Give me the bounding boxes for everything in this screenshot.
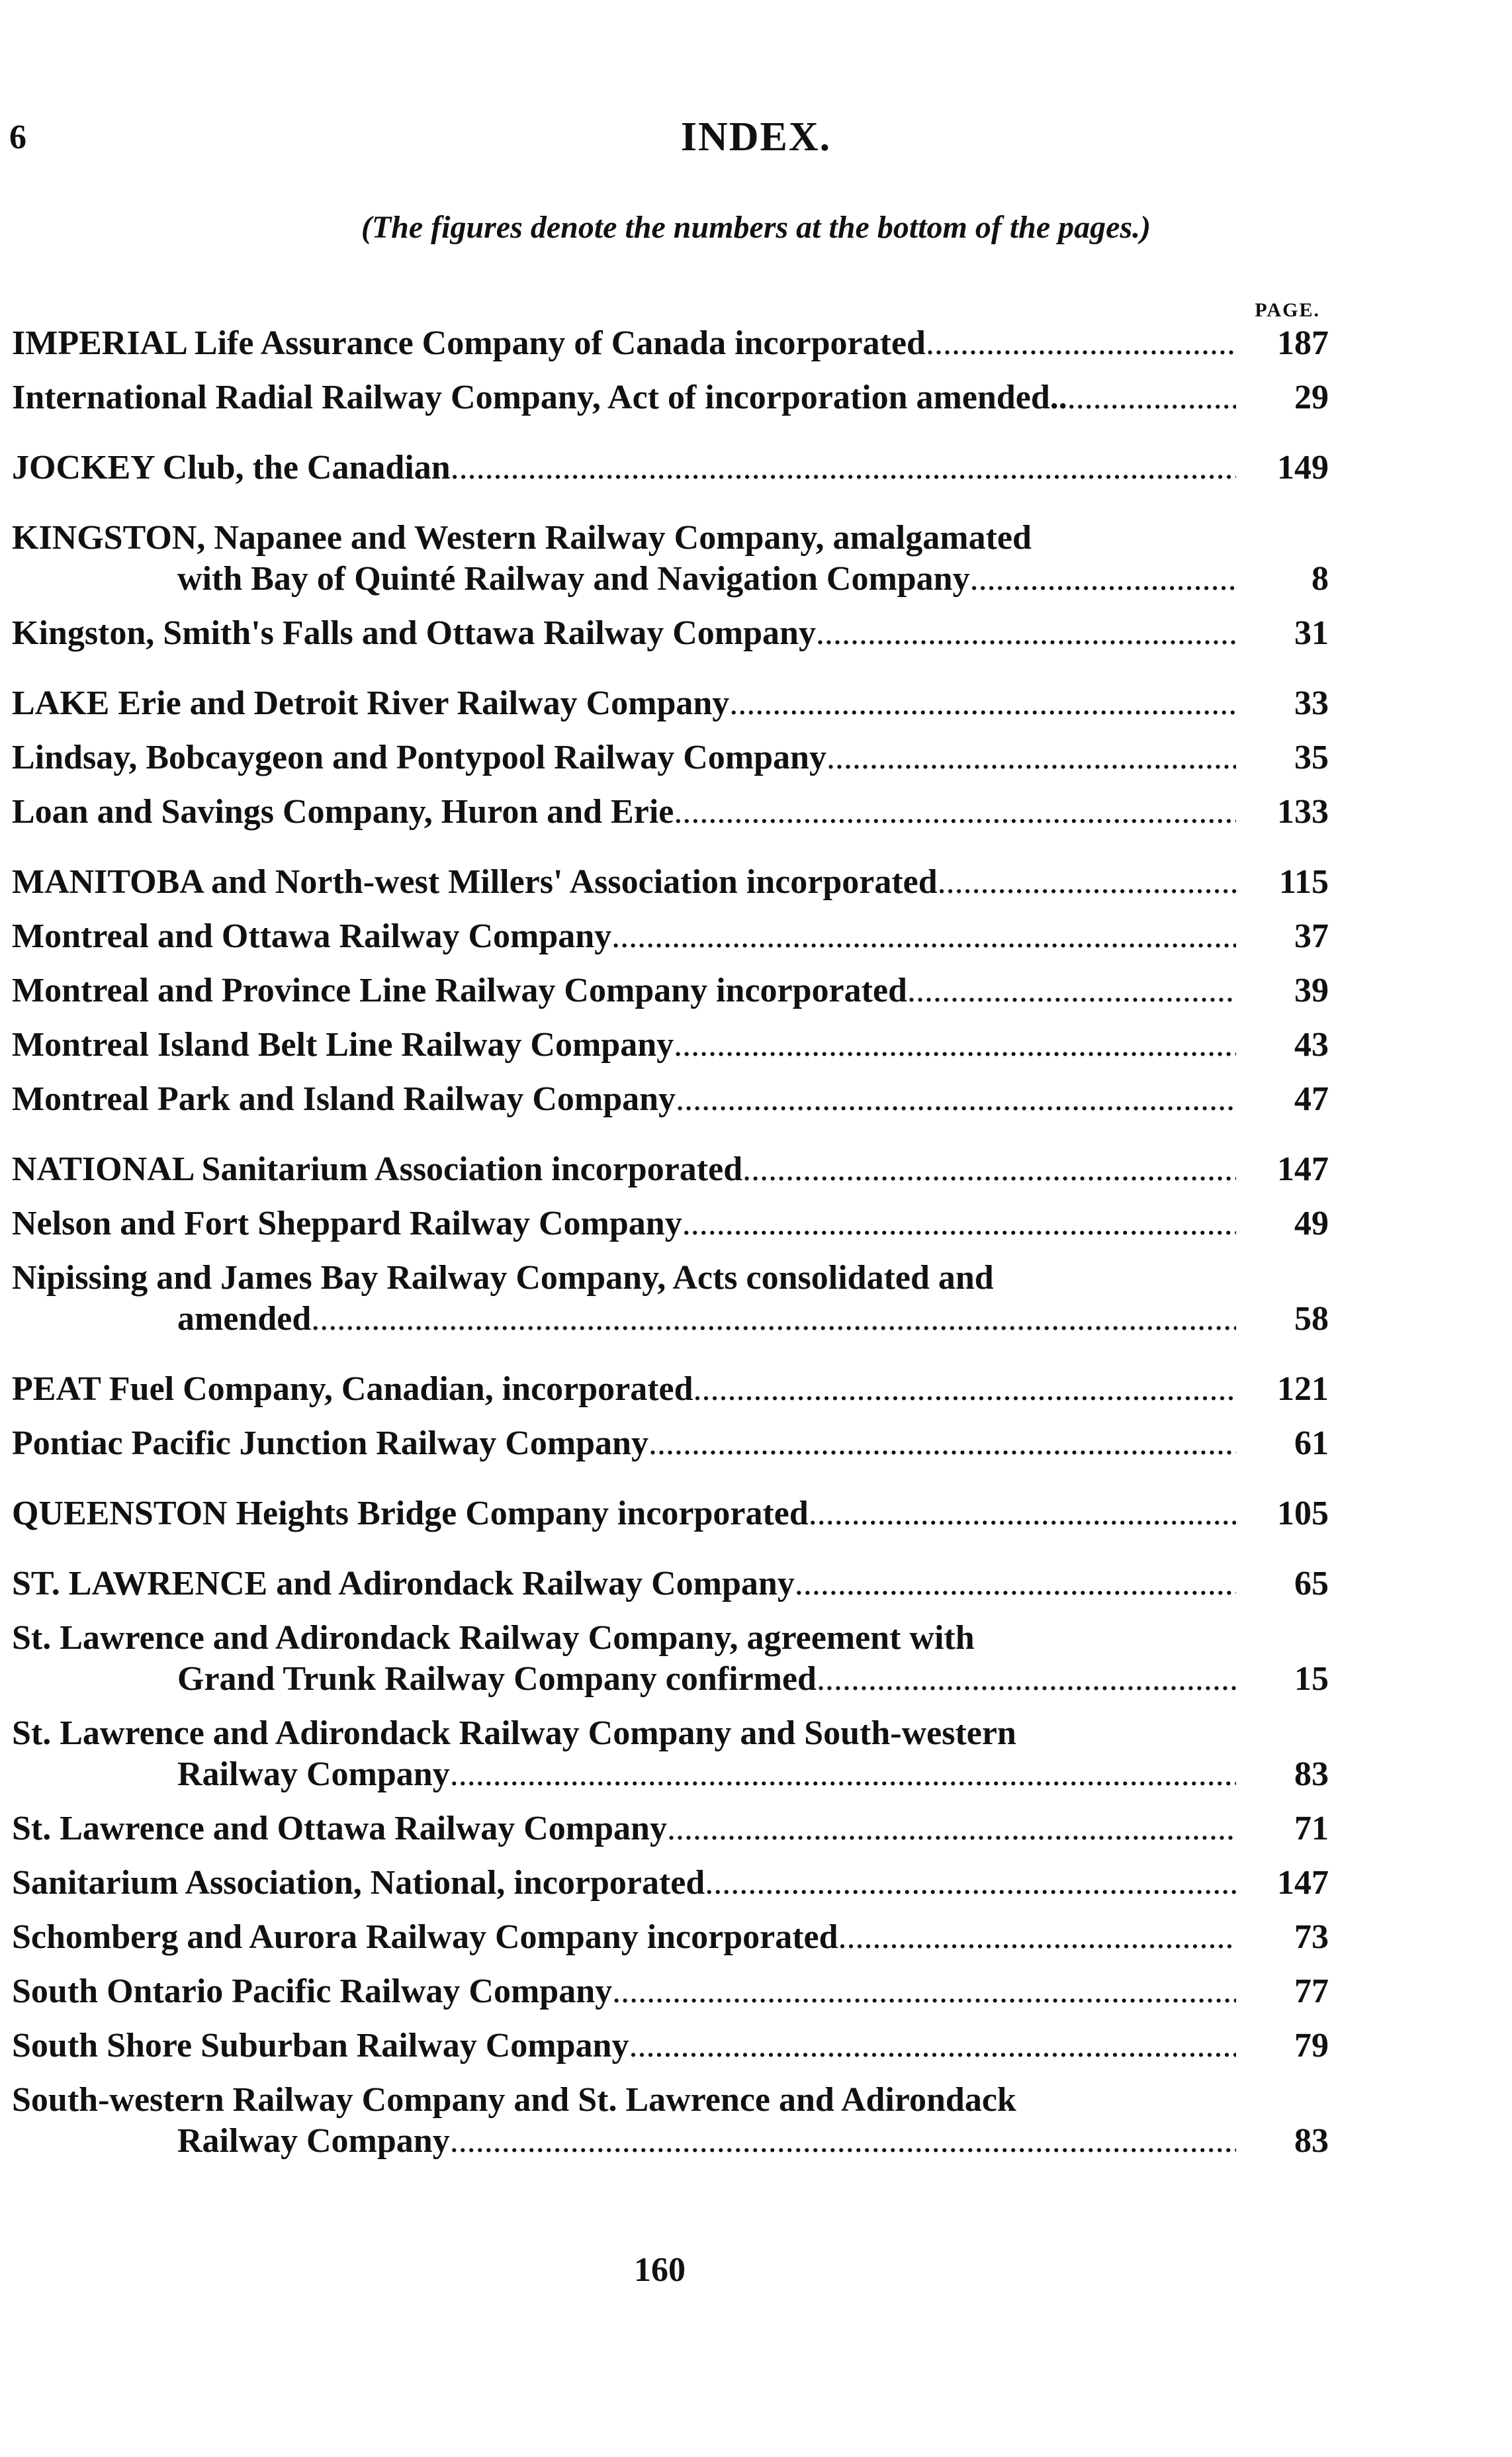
entry-page-number: 35 bbox=[1294, 739, 1329, 776]
entry-line: Montreal and Ottawa Railway Company ..... bbox=[12, 916, 1236, 957]
entry-line: ST. LAWRENCE and Adirondack Railway Company ..... bbox=[12, 1563, 1236, 1604]
entry-line: St. Lawrence and Adirondack Railway Company and South-western bbox=[12, 1714, 1016, 1752]
index-entry bbox=[12, 1971, 1329, 2012]
entry-line: St. Lawrence and Adirondack Railway Company, agreement with bbox=[12, 1619, 975, 1657]
entry-line: JOCKEY Club, the Canadian ..... bbox=[12, 447, 1236, 488]
entry-page-number: 73 bbox=[1294, 1918, 1329, 1956]
index-entry bbox=[12, 970, 1329, 1011]
entry-text bbox=[12, 1808, 1236, 1849]
entry-page-number: 15 bbox=[1294, 1660, 1329, 1698]
entry-line-continued: Railway Company ..... bbox=[12, 2121, 1236, 2162]
footer-page-number: 160 bbox=[634, 2251, 686, 2289]
entry-page-number: 58 bbox=[1294, 1300, 1329, 1338]
entry-page-number: 49 bbox=[1294, 1205, 1329, 1242]
entry-text bbox=[12, 1917, 1236, 1958]
entry-text bbox=[12, 683, 1236, 724]
entry-text bbox=[12, 323, 1236, 364]
entry-page-number: 147 bbox=[1277, 1150, 1329, 1188]
entry-page-number: 83 bbox=[1294, 1755, 1329, 1793]
entry-text bbox=[12, 2025, 1236, 2066]
entry-line: Montreal Park and Island Railway Company ..... bbox=[12, 1079, 1236, 1120]
entry-line: South Shore Suburban Railway Company ..... bbox=[12, 2025, 1236, 2066]
entry-text bbox=[12, 1258, 1236, 1340]
entry-text bbox=[12, 1149, 1236, 1190]
index-entry bbox=[12, 1713, 1329, 1795]
entry-text bbox=[12, 377, 1236, 418]
index-entry bbox=[12, 737, 1329, 778]
index-entry bbox=[12, 1808, 1329, 1849]
entry-page-number: 133 bbox=[1277, 793, 1329, 831]
index-entry bbox=[12, 1863, 1329, 1904]
index-entry bbox=[12, 1563, 1329, 1604]
entry-line: Montreal Island Belt Line Railway Company ..... bbox=[12, 1025, 1236, 1066]
index-entry bbox=[12, 518, 1329, 600]
entry-line: KINGSTON, Napanee and Western Railway Company, amalgamated bbox=[12, 519, 1032, 557]
entry-text bbox=[12, 1493, 1236, 1534]
entry-text bbox=[12, 1563, 1236, 1604]
entry-line-continued: Grand Trunk Railway Company confirmed ..... bbox=[12, 1659, 1236, 1700]
index-entry bbox=[12, 2080, 1329, 2162]
index-note: (The figures denote the numbers at the bottom of the pages.) bbox=[361, 210, 1151, 245]
entry-text bbox=[12, 1713, 1236, 1795]
entry-text bbox=[12, 518, 1236, 600]
entry-line: Lindsay, Bobcaygeon and Pontypool Railway Company ..... bbox=[12, 737, 1236, 778]
entry-page-number: 47 bbox=[1294, 1080, 1329, 1118]
entry-line: St. Lawrence and Ottawa Railway Company ..... bbox=[12, 1808, 1236, 1849]
entry-line: South-western Railway Company and St. Lawrence and Adirondack bbox=[12, 2081, 1016, 2119]
entry-line: Loan and Savings Company, Huron and Erie ..... bbox=[12, 792, 1236, 833]
entry-text bbox=[12, 447, 1236, 488]
entry-text bbox=[12, 862, 1236, 903]
entry-line: LAKE Erie and Detroit River Railway Company ..... bbox=[12, 683, 1236, 724]
entry-text bbox=[12, 970, 1236, 1011]
entry-text bbox=[12, 737, 1236, 778]
entry-page-number: 71 bbox=[1294, 1810, 1329, 1847]
index-entry bbox=[12, 377, 1329, 418]
entry-text bbox=[12, 613, 1236, 654]
index-entry bbox=[12, 792, 1329, 833]
entry-text bbox=[12, 1863, 1236, 1904]
entry-text bbox=[12, 916, 1236, 957]
entry-line: MANITOBA and North-west Millers' Association incorporated ..... bbox=[12, 862, 1236, 903]
index-entry bbox=[12, 1079, 1329, 1120]
entry-text bbox=[12, 1203, 1236, 1244]
entry-page-number: 149 bbox=[1277, 449, 1329, 487]
entry-line: Pontiac Pacific Junction Railway Company ..... bbox=[12, 1423, 1236, 1464]
entry-text bbox=[12, 1618, 1236, 1700]
entry-text bbox=[12, 1025, 1236, 1066]
entry-line: NATIONAL Sanitarium Association incorporated ..... bbox=[12, 1149, 1236, 1190]
entry-line: Nelson and Fort Sheppard Railway Company ..... bbox=[12, 1203, 1236, 1244]
entry-page-number: 65 bbox=[1294, 1565, 1329, 1602]
index-entry bbox=[12, 1203, 1329, 1244]
entry-text bbox=[12, 2080, 1236, 2162]
entry-page-number: 39 bbox=[1294, 972, 1329, 1009]
entry-line: IMPERIAL Life Assurance Company of Canada incorporated ..... bbox=[12, 323, 1236, 364]
entry-page-number: 43 bbox=[1294, 1026, 1329, 1064]
entry-line: Sanitarium Association, National, incorporated ..... bbox=[12, 1863, 1236, 1904]
index-entry bbox=[12, 1025, 1329, 1066]
index-entry bbox=[12, 323, 1329, 364]
page-column-heading: PAGE. bbox=[1255, 299, 1320, 321]
index-entry bbox=[12, 2025, 1329, 2066]
entry-line: South Ontario Pacific Railway Company ..... bbox=[12, 1971, 1236, 2012]
entry-line: QUEENSTON Heights Bridge Company incorporated ..... bbox=[12, 1493, 1236, 1534]
entry-line: Kingston, Smith's Falls and Ottawa Railway Company ..... bbox=[12, 613, 1236, 654]
index-entry bbox=[12, 1258, 1329, 1340]
index-entry bbox=[12, 1423, 1329, 1464]
entry-page-number: 29 bbox=[1294, 379, 1329, 416]
running-head: INDEX. bbox=[680, 115, 832, 160]
entry-page-number: 187 bbox=[1277, 324, 1329, 362]
index-entry bbox=[12, 1917, 1329, 1958]
entry-page-number: 33 bbox=[1294, 684, 1329, 722]
entry-line-continued: Railway Company ..... bbox=[12, 1754, 1236, 1795]
index-entry bbox=[12, 1369, 1329, 1410]
entry-page-number: 83 bbox=[1294, 2122, 1329, 2160]
index-entry bbox=[12, 862, 1329, 903]
entry-page-number: 147 bbox=[1277, 1864, 1329, 1902]
entry-line-continued: amended ..... bbox=[12, 1299, 1236, 1340]
entry-line: PEAT Fuel Company, Canadian, incorporated ..... bbox=[12, 1369, 1236, 1410]
entry-page-number: 79 bbox=[1294, 2027, 1329, 2064]
entry-line: Schomberg and Aurora Railway Company incorporated ..... bbox=[12, 1917, 1236, 1958]
index-entry bbox=[12, 1618, 1329, 1700]
entry-line: International Radial Railway Company, Act of incorporation amended.. ..... bbox=[12, 377, 1236, 418]
entry-page-number: 37 bbox=[1294, 917, 1329, 955]
entry-line: Nipissing and James Bay Railway Company, Acts consolidated and bbox=[12, 1259, 994, 1297]
index-entry bbox=[12, 613, 1329, 654]
entry-text bbox=[12, 1369, 1236, 1410]
entry-text bbox=[12, 1971, 1236, 2012]
entry-line-continued: with Bay of Quinté Railway and Navigation Company ..... bbox=[12, 559, 1236, 600]
entry-page-number: 115 bbox=[1278, 863, 1329, 901]
entry-text bbox=[12, 1423, 1236, 1464]
entry-text bbox=[12, 792, 1236, 833]
index-entry bbox=[12, 683, 1329, 724]
page-number: 6 bbox=[9, 118, 26, 156]
index-entry bbox=[12, 1149, 1329, 1190]
index-entry bbox=[12, 1493, 1329, 1534]
entry-page-number: 105 bbox=[1277, 1495, 1329, 1532]
index-entry bbox=[12, 916, 1329, 957]
entry-page-number: 77 bbox=[1294, 1972, 1329, 2010]
index-entry bbox=[12, 447, 1329, 488]
entry-page-number: 8 bbox=[1312, 560, 1329, 598]
entry-line: Montreal and Province Line Railway Company incorporated ..... bbox=[12, 970, 1236, 1011]
entry-page-number: 121 bbox=[1277, 1370, 1329, 1408]
entry-page-number: 31 bbox=[1294, 614, 1329, 652]
entry-text bbox=[12, 1079, 1236, 1120]
index-entries bbox=[12, 323, 1329, 2175]
entry-page-number: 61 bbox=[1294, 1424, 1329, 1462]
